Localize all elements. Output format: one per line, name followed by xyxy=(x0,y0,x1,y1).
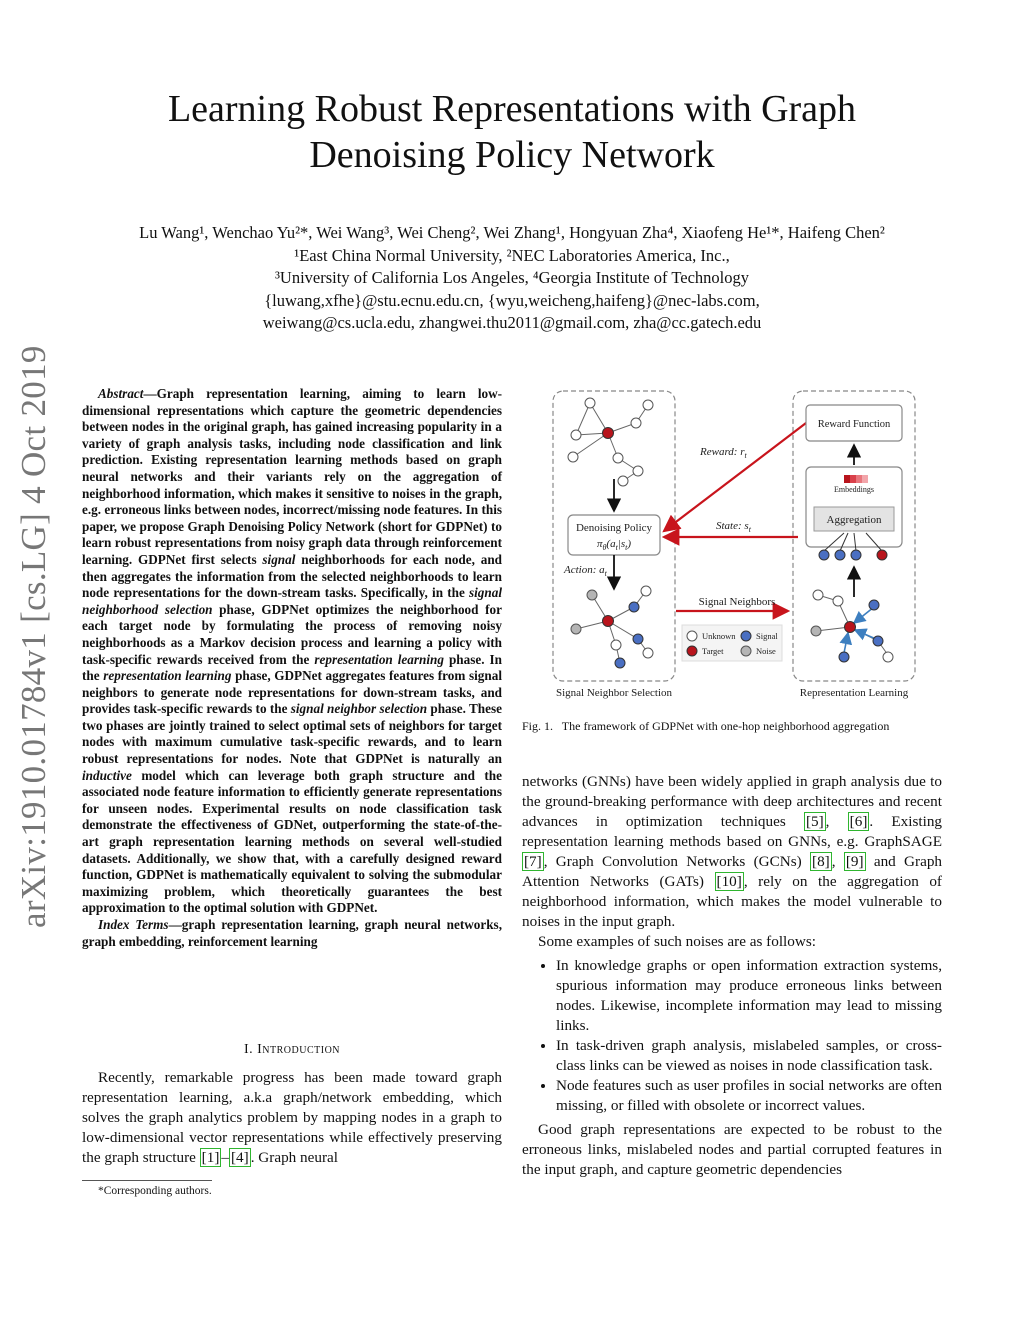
embedding-cell xyxy=(862,475,868,483)
legend-signal-label: Signal xyxy=(756,631,778,641)
emails-1: {luwang,xfhe}@stu.ecnu.edu.cn, {wyu,weicheng,haifeng}@nec-labs.com, xyxy=(264,290,760,310)
abstract-label: Abstract xyxy=(98,386,144,401)
figure-1 xyxy=(548,383,918,708)
author-block xyxy=(0,222,1024,335)
graph-node xyxy=(613,453,623,463)
reward-label: Reward: $r_t$ xyxy=(700,446,747,460)
section-title: Introduction xyxy=(257,1042,341,1057)
citation-link[interactable]: [9] xyxy=(845,853,864,870)
arxiv-stamp: arXiv:1910.01784v1 [cs.LG] 4 Oct 2019 xyxy=(14,345,53,928)
intro-text: Recently, remarkable progress has been made toward graph representation learning, a.k.a graph/network embedding, which solves the graph analytics problem by mapping nodes in a graph to low-dimensional vector representations while effectively preserving the graph structure xyxy=(82,1069,502,1166)
abstract-text: model which can leverage both graph structure and the associated node feature information to efficiently generate representations for unseen nodes. Experimental results on node classification task demonstrate the effectiveness of GDNet, outperforming the state-of-the-art graph representation learning methods on several well-studied datasets. Additionally, we show that, with a carefully designed reward function, GDPNet is mathematically equivalent to solving the submodular maximizing problem, which theoretically guarantees the best approximation to the optimal solution with GDPNet. xyxy=(82,767,502,916)
graph-node xyxy=(643,648,653,658)
legend-unknown-label: Unknown xyxy=(702,631,736,641)
intro-right-column xyxy=(522,772,942,1180)
signal-neighbors-label: Signal Neighbors xyxy=(698,596,776,608)
intro-text: , xyxy=(825,813,848,830)
intro-text: , xyxy=(831,853,844,870)
intro-text: . Graph neural xyxy=(250,1149,338,1166)
selected-graph xyxy=(576,591,648,663)
graph-node xyxy=(631,418,641,428)
affiliation-1: ¹East China Normal University, ²NEC Laboratories America, Inc., xyxy=(294,245,730,265)
footnote-text: *Corresponding authors. xyxy=(98,1185,212,1197)
citation-link[interactable]: [5] xyxy=(805,813,824,830)
signal-node xyxy=(839,652,849,662)
legend-unknown-swatch xyxy=(687,631,697,641)
reward-arrow xyxy=(664,423,806,531)
signal-node xyxy=(869,600,879,610)
left-panel-caption: Signal Neighbor Selection xyxy=(555,687,673,699)
abstract-emphasis: signal neighbor selection xyxy=(290,701,428,717)
citation-link[interactable]: [7] xyxy=(524,853,542,870)
footnote-rule xyxy=(82,1180,212,1181)
citation-link[interactable]: [1] xyxy=(201,1149,220,1166)
signal-node xyxy=(633,634,643,644)
footnote xyxy=(82,1186,502,1197)
state-label: State: $s_t$ xyxy=(716,520,751,534)
graph-node xyxy=(833,596,843,606)
graph-node xyxy=(641,586,651,596)
signal-node xyxy=(851,550,861,560)
graph-node xyxy=(585,398,595,408)
figure-caption: Fig. 1. The framework of GDPNet with one-hop neighborhood aggregation xyxy=(522,719,890,733)
signal-node xyxy=(835,550,845,560)
abstract xyxy=(82,386,502,950)
intro-text: , Graph Convolution Networks (GCNs) xyxy=(543,853,811,870)
noise-node xyxy=(811,626,821,636)
denoising-policy-label: Denoising Policy xyxy=(575,522,653,534)
graph-node xyxy=(618,476,628,486)
framework-diagram xyxy=(548,383,918,703)
list-item: • Node features such as user profiles in social networks are often missing, or filled with obsolete or incorrect values. xyxy=(556,1076,942,1116)
legend-signal-swatch xyxy=(741,631,751,641)
intro-text: networks (GNNs) have been widely applied in graph analysis due to the ground-breaking performance with deep architectures and recent advances in optimization techniques xyxy=(522,773,942,830)
action-label: Action: $a_t$ xyxy=(564,564,607,578)
noise-node xyxy=(571,624,581,634)
intro-text: , rely on the aggregation of neighborhood information, which makes the model vulnerable to noises in the input graph. xyxy=(522,873,942,930)
author-names: Lu Wang¹, Wenchao Yu²*, Wei Wang³, Wei Cheng², Wei Zhang¹, Hongyuan Zha⁴, Xiaofeng He¹*, Haifeng Chen² xyxy=(139,223,885,242)
signal-node xyxy=(873,636,883,646)
intro-paragraph-1 xyxy=(82,1068,502,1168)
graph-node xyxy=(633,466,643,476)
legend-noise-swatch xyxy=(741,646,751,656)
paper-title xyxy=(0,86,1024,178)
abstract-text: phase, GDPNet optimizes the neighborhood for each target node by formulating the process of removing noisy neighborhoods as a Markov decision process and learning a policy with task-specific rewards received from the xyxy=(82,601,502,667)
graph-node xyxy=(568,452,578,462)
intro-text: . Existing representation learning methods based on GNNs, e.g. GraphSAGE xyxy=(522,813,943,850)
title-line-2: Denoising Policy Network xyxy=(309,134,715,176)
abstract-text: phase, GDPNet aggregates features from signal neighbors to generate node representations for down-stream tasks, and provides task-specific rewards to the xyxy=(82,668,502,717)
citation-link[interactable]: [10] xyxy=(716,873,742,890)
intro-left-column xyxy=(82,1068,502,1168)
citation-link[interactable]: [4] xyxy=(230,1149,249,1166)
right-panel-caption: Representation Learning xyxy=(799,687,909,699)
graph-node xyxy=(571,430,581,440)
graph-node xyxy=(643,400,653,410)
graph-node xyxy=(883,652,893,662)
target-node xyxy=(603,428,614,439)
abstract-emphasis: inductive xyxy=(82,767,132,783)
abstract-text: neighborhoods for each node, and then aggregates the information from the selected neighborhoods to learn node representations for the down-stream tasks. Specifically, in the xyxy=(82,551,502,601)
abstract-emphasis: representation learning xyxy=(314,651,444,667)
citation-link[interactable]: [6] xyxy=(849,813,868,830)
graph-node xyxy=(813,590,823,600)
legend-target-label: Target xyxy=(702,646,724,656)
abstract-text: phase. In the xyxy=(82,651,502,684)
citation-link[interactable]: [8] xyxy=(812,853,830,870)
legend-target-swatch xyxy=(687,646,697,656)
noise-examples-list xyxy=(522,956,942,1116)
graph-node xyxy=(611,640,621,650)
abstract-text: phase. These two phases are jointly trained to select optimal sets of neighbors for target nodes with maximum cumulative task-specific rewards, and to learn robust representations for nodes. Note that GDPNet is naturally an xyxy=(82,701,502,767)
embedding-cell xyxy=(850,475,856,483)
policy-formula: $\pi_\theta(a_t|s_t)$ xyxy=(596,538,632,552)
affiliation-2: ³University of California Los Angeles, ⁴Georgia Institute of Technology xyxy=(274,268,750,287)
abstract-emphasis: representation learning xyxy=(103,668,232,684)
section-numeral: I. xyxy=(243,1042,254,1057)
embedding-cell xyxy=(844,475,850,483)
intro-paragraph-4: Good graph representations are expected to be robust to the erroneous links, mislabeled nodes and partial corrupted features in the input graph, and capture geometric dependencies xyxy=(522,1121,942,1178)
emails-2: weiwang@cs.ucla.edu, zhangwei.thu2011@gmail.com, zha@cc.gatech.edu xyxy=(262,313,762,332)
intro-paragraph-3: Some examples of such noises are as follows: xyxy=(538,933,816,950)
embeddings-label: Embeddings xyxy=(834,485,874,494)
index-terms-label: Index Terms xyxy=(98,917,169,932)
title-line-1: Learning Robust Representations with Graph xyxy=(167,88,857,130)
index-terms-text: —graph representation learning, graph neural networks, graph embedding, reinforcement learning xyxy=(82,917,502,949)
section-heading xyxy=(82,1042,502,1058)
aggregation-label: Aggregation xyxy=(826,514,882,526)
signal-node xyxy=(819,550,829,560)
abstract-emphasis: signal xyxy=(262,551,296,567)
target-node xyxy=(877,550,887,560)
list-item: • In task-driven graph analysis, mislabeled samples, or cross-class links can be viewed as noises in node classification task. xyxy=(556,1036,942,1076)
list-item: • In knowledge graphs or open information extraction systems, spurious information may produce erroneous links between nodes. Likewise, incomplete information may lead to missing links. xyxy=(556,956,942,1036)
intro-text: – xyxy=(221,1149,229,1166)
target-node xyxy=(603,616,614,627)
message-arrow xyxy=(855,630,876,639)
message-arrow xyxy=(844,633,848,653)
signal-node xyxy=(615,658,625,668)
reward-function-label: Reward Function xyxy=(817,419,891,430)
embedding-cell xyxy=(856,475,862,483)
abstract-paragraph xyxy=(82,386,502,917)
abstract-emphasis: signal neighborhood selection xyxy=(82,585,502,617)
legend-noise-label: Noise xyxy=(756,646,776,656)
index-terms xyxy=(82,917,502,950)
target-node xyxy=(845,622,856,633)
abstract-text: —Graph representation learning, aiming to learn low-dimensional representations which capture the geometric dependencies between nodes in the original graph, has gained increasing popularity in a variety of graph analysis tasks, including node classification and link prediction. Existing representation learning methods based on graph neural networks and their variants rely on the aggregation of neighborhood information, which makes it sensitive to noises in the graph, e.g. erroneous links between nodes, incorrect/missing node features. In this paper, we propose Graph Denoising Policy Network (short for GDPNet) to learn robust representations from noisy graph data through reinforcement learning. GDPNet first selects xyxy=(82,386,502,567)
intro-paragraph-2 xyxy=(522,772,942,932)
intro-text: and Graph Attention Networks (GATs) xyxy=(522,853,943,890)
noise-node xyxy=(587,590,597,600)
signal-node xyxy=(629,602,639,612)
